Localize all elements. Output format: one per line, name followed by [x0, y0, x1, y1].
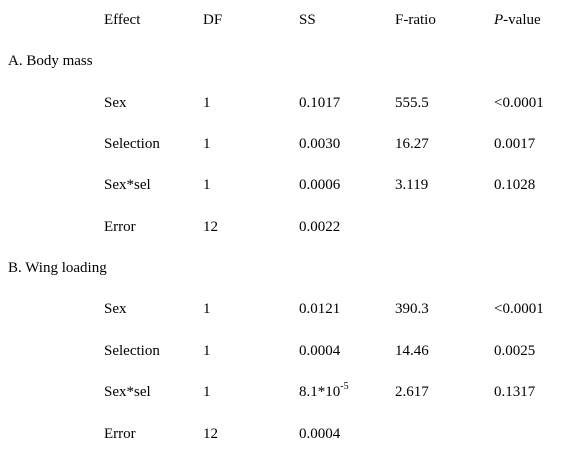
row-p: <0.0001: [494, 301, 544, 317]
row-effect: Sex: [104, 95, 127, 111]
ss-exponent: -5: [340, 381, 349, 392]
row-df: 1: [203, 177, 211, 193]
row-p: 0.1317: [494, 384, 536, 400]
header-df: DF: [203, 12, 223, 28]
header-f-ratio: F-ratio: [395, 12, 436, 28]
row-ss: 0.0004: [299, 426, 341, 442]
row-df: 1: [203, 301, 211, 317]
row-f: 2.617: [395, 384, 429, 400]
row-effect: Sex: [104, 301, 127, 317]
header-p-rest: -value: [503, 12, 541, 28]
row-p: 0.0017: [494, 136, 536, 152]
row-df: 12: [203, 219, 218, 235]
row-p: <0.0001: [494, 95, 544, 111]
row-ss: 0.0030: [299, 136, 341, 152]
row-p: 0.0025: [494, 343, 536, 359]
row-df: 1: [203, 343, 211, 359]
row-effect: Selection: [104, 136, 160, 152]
row-df: 12: [203, 426, 218, 442]
row-f: 390.3: [395, 301, 429, 317]
row-f: 14.46: [395, 343, 429, 359]
row-df: 1: [203, 136, 211, 152]
row-f: 3.119: [395, 177, 429, 193]
row-ss: 0.0121: [299, 301, 341, 317]
ss-base: 8.1*10: [299, 384, 341, 400]
row-ss: [299, 383, 349, 401]
row-ss: 0.0022: [299, 219, 341, 235]
header-p-value: [494, 11, 541, 29]
section-title-body-mass: A. Body mass: [8, 53, 93, 69]
row-effect: Selection: [104, 343, 160, 359]
header-ss: SS: [299, 12, 316, 28]
row-p: 0.1028: [494, 177, 536, 193]
header-p-italic: P: [494, 12, 504, 28]
row-effect: Sex*sel: [104, 177, 151, 193]
row-df: 1: [203, 95, 211, 111]
header-effect: Effect: [104, 12, 141, 28]
row-df: 1: [203, 384, 211, 400]
row-ss: 0.0006: [299, 177, 341, 193]
row-f: 555.5: [395, 95, 429, 111]
row-ss: 0.0004: [299, 343, 341, 359]
section-title-wing-loading: B. Wing loading: [8, 260, 107, 276]
row-ss: 0.1017: [299, 95, 341, 111]
row-effect: Error: [104, 219, 136, 235]
row-effect: Sex*sel: [104, 384, 151, 400]
row-effect: Error: [104, 426, 136, 442]
row-f: 16.27: [395, 136, 429, 152]
